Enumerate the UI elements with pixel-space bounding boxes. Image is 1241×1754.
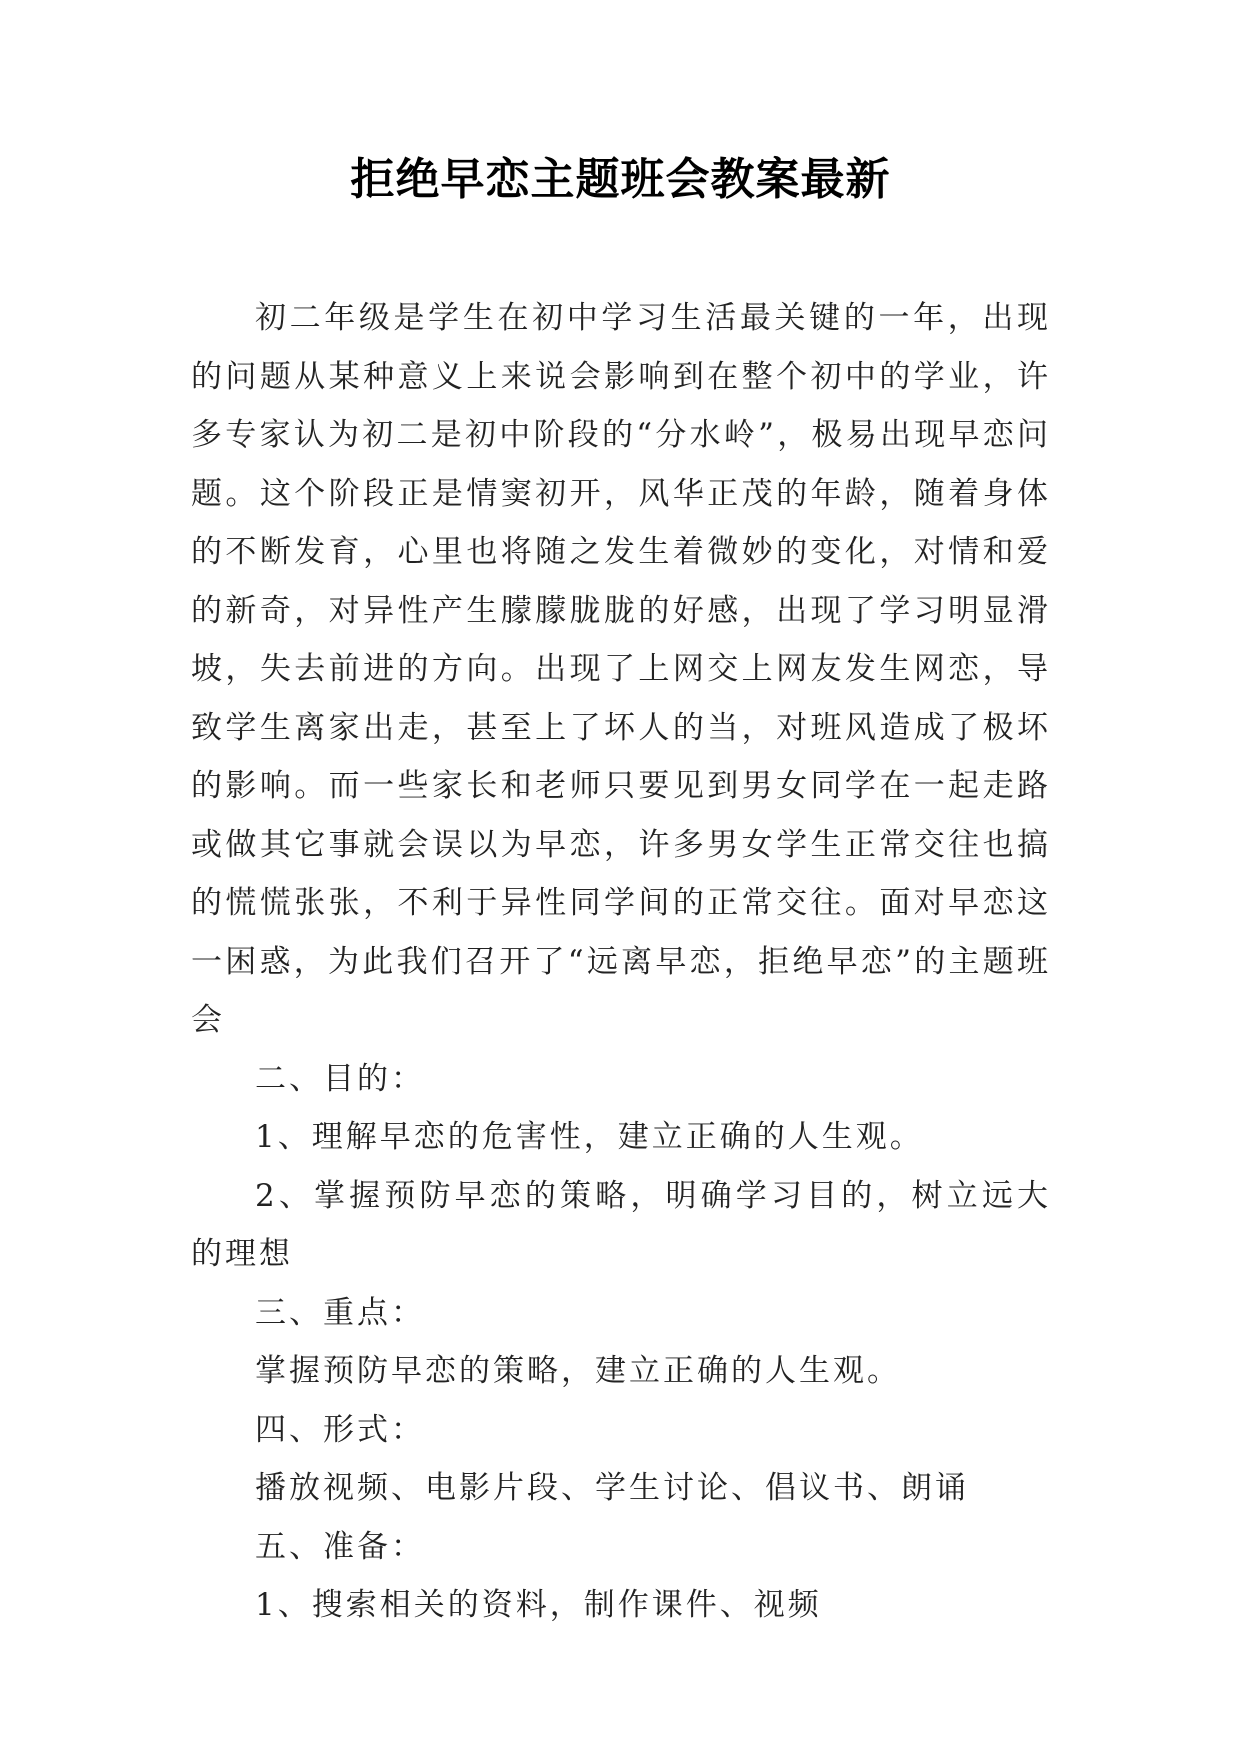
preparation-item-1: 1、搜索相关的资料，制作课件、视频 — [255, 1587, 822, 1623]
document-title: 拒绝早恋主题班会教案最新 — [350, 154, 891, 205]
section-heading-preparation: 五、准备： — [255, 1528, 425, 1565]
objective-item-1: 1、理解早恋的危害性，建立正确的人生观。 — [255, 1119, 924, 1155]
section-heading-focus: 三、重点： — [255, 1294, 425, 1331]
objective-item-2: 2、掌握预防早恋的策略，明确学习目的，树立远大的理想 — [191, 1177, 1051, 1272]
document-body — [191, 289, 1051, 1635]
focus-text: 掌握预防早恋的策略，建立正确的人生观。 — [255, 1353, 901, 1389]
intro-paragraph: 初二年级是学生在初中学习生活最关键的一年，出现的问题从某种意义上来说会影响到在整个初中的学业，许多专家认为初二是初中阶段的“分水岭”，极易出现早恋问题。这个阶段正是情窦初开，风华正茂的年龄，随着身体的不断发育，心里也将随之发生着微妙的变化，对情和爱的新奇，对异性产生朦朦胧胧的好感，出现了学习明显滑坡，失去前进的方向。出现了上网交上网友发生网恋，导致学生离家出走，甚至上了坏人的当，对班风造成了极坏的影响。而一些家长和老师只要见到男女同学在一起走路或做其它事就会误以为早恋，许多男女学生正常交往也搞的慌慌张张，不利于异性同学间的正常交往。面对早恋这一困惑，为此我们召开了“远离早恋，拒绝早恋”的主题班会 — [191, 300, 1051, 1038]
section-heading-format: 四、形式： — [255, 1411, 425, 1448]
section-heading-objectives: 二、目的： — [255, 1060, 425, 1097]
format-text: 播放视频、电影片段、学生讨论、倡议书、朗诵 — [255, 1470, 969, 1506]
